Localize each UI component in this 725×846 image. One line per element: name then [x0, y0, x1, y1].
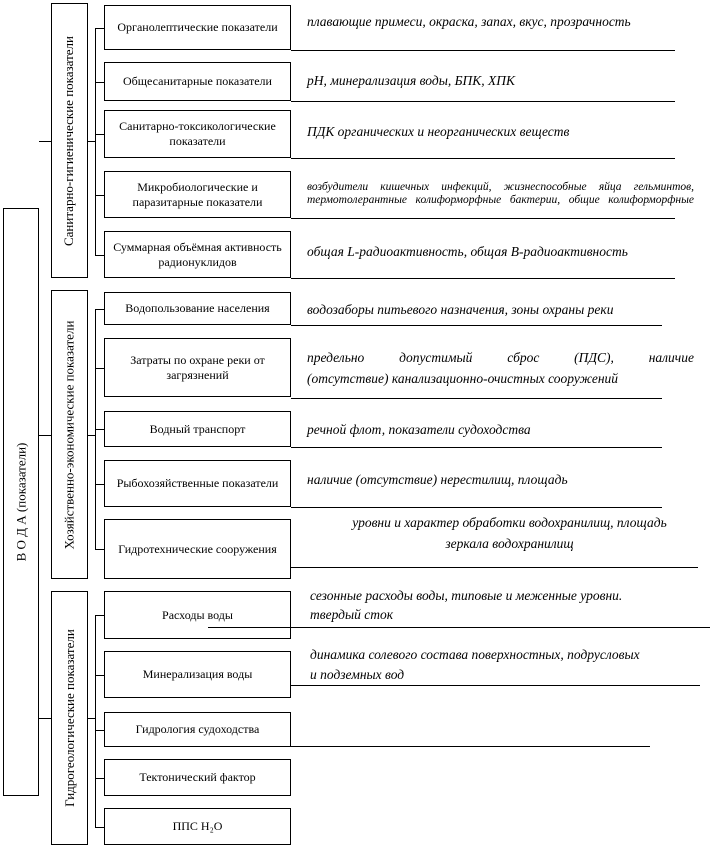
item-connector [95, 82, 104, 83]
indicator-description: плавающие примеси, окраска, запах, вкус, прозрачность [307, 14, 631, 29]
indicator-description: твердый сток [310, 607, 394, 622]
group-label: Гидрогеологические показатели [61, 629, 77, 807]
indicator-box: ППС H₂O [104, 808, 291, 845]
description-underline [291, 101, 675, 102]
indicator-box: Расходы воды [104, 591, 291, 639]
indicator-description: ПДК органических и неорганических веществ [307, 124, 570, 139]
indicator-description: и подземных вод [310, 667, 405, 682]
group-stub [88, 435, 95, 436]
indicator-description: общая L-радиоактивность, общая B-радиоактивность [307, 244, 628, 259]
indicator-box: Водопользование населения [104, 292, 291, 325]
indicator-box: Микробиологические и паразитарные показатели [104, 171, 291, 218]
indicator-box: Общесанитарные показатели [104, 62, 291, 101]
root-connector [39, 718, 51, 719]
group-spine [95, 28, 96, 255]
description-underline [291, 218, 675, 219]
description-underline [291, 325, 662, 326]
group-stub [88, 141, 95, 142]
indicator-box: Рыбохозяйственные показатели [104, 460, 291, 507]
indicator-description: водозаборы питьевого назначения, зоны охраны реки [307, 302, 614, 317]
item-connector [95, 827, 104, 828]
item-connector [95, 778, 104, 779]
indicator-box: Тектонический фактор [104, 759, 291, 796]
indicator-box: Гидротехнические сооружения [104, 519, 291, 579]
item-connector [95, 195, 104, 196]
item-connector [95, 28, 104, 29]
indicator-description: предельно допустимый сброс (ПДС), наличие [307, 350, 694, 365]
root-connector [39, 141, 51, 142]
root-label: В О Д А (показатели) [13, 442, 29, 562]
description-underline [291, 50, 675, 51]
item-connector [95, 484, 104, 485]
indicator-description: термотолерантные колиформорфные бактерии, общие колиформорфные [307, 194, 694, 206]
indicator-description: зеркала водохранилищ [445, 536, 574, 551]
group-box [51, 290, 88, 579]
indicator-description: сезонные расходы воды, типовые и меженные уровни. [310, 588, 623, 603]
indicator-description: уровни и характер обработки водохранилищ, площадь [352, 515, 667, 530]
group-spine [95, 615, 96, 827]
item-connector [95, 730, 104, 731]
description-underline [291, 746, 650, 747]
indicator-description: наличие (отсутствие) нерестилищ, площадь [307, 472, 568, 487]
indicator-box: Органолептические показатели [104, 5, 291, 50]
group-box [51, 591, 88, 845]
description-underline [291, 398, 662, 399]
group-stub [88, 718, 95, 719]
group-label: Хозяйственно-экономические показатели [61, 320, 77, 549]
description-underline [291, 567, 698, 568]
indicator-description: (отсутствие) канализационно-очистных сооружений [307, 371, 619, 386]
item-connector [95, 309, 104, 310]
indicator-box: Санитарно-токсикологические показатели [104, 110, 291, 158]
group-label: Санитарно-гигиенические показатели [61, 35, 77, 246]
item-connector [95, 134, 104, 135]
description-underline [291, 447, 662, 448]
indicator-box: Минерализация воды [104, 651, 291, 698]
root-box [3, 208, 39, 796]
indicator-description: возбудители кишечных инфекций, жизнеспособные яйца гельминтов, [307, 181, 694, 193]
indicator-box: Затраты по охране реки от загрязнений [104, 338, 291, 397]
item-connector [95, 549, 104, 550]
indicator-box: Гидрология судоходства [104, 712, 291, 747]
description-underline [208, 627, 710, 628]
group-box [51, 3, 88, 278]
description-underline [291, 685, 700, 686]
description-underline [291, 158, 675, 159]
indicator-description: речной флот, показатели судоходства [307, 422, 531, 437]
item-connector [95, 368, 104, 369]
description-underline [291, 507, 662, 508]
indicator-description: динамика солевого состава поверхностных, подрусловых [310, 647, 640, 662]
description-underline [291, 278, 675, 279]
item-connector [95, 429, 104, 430]
item-connector [95, 615, 104, 616]
item-connector [95, 255, 104, 256]
indicator-description: рН, минерализация воды, БПК, ХПК [307, 73, 515, 88]
root-connector [39, 435, 51, 436]
item-connector [95, 675, 104, 676]
indicator-box: Водный транспорт [104, 411, 291, 447]
indicator-box: Суммарная объёмная активность радионуклидов [104, 231, 291, 278]
